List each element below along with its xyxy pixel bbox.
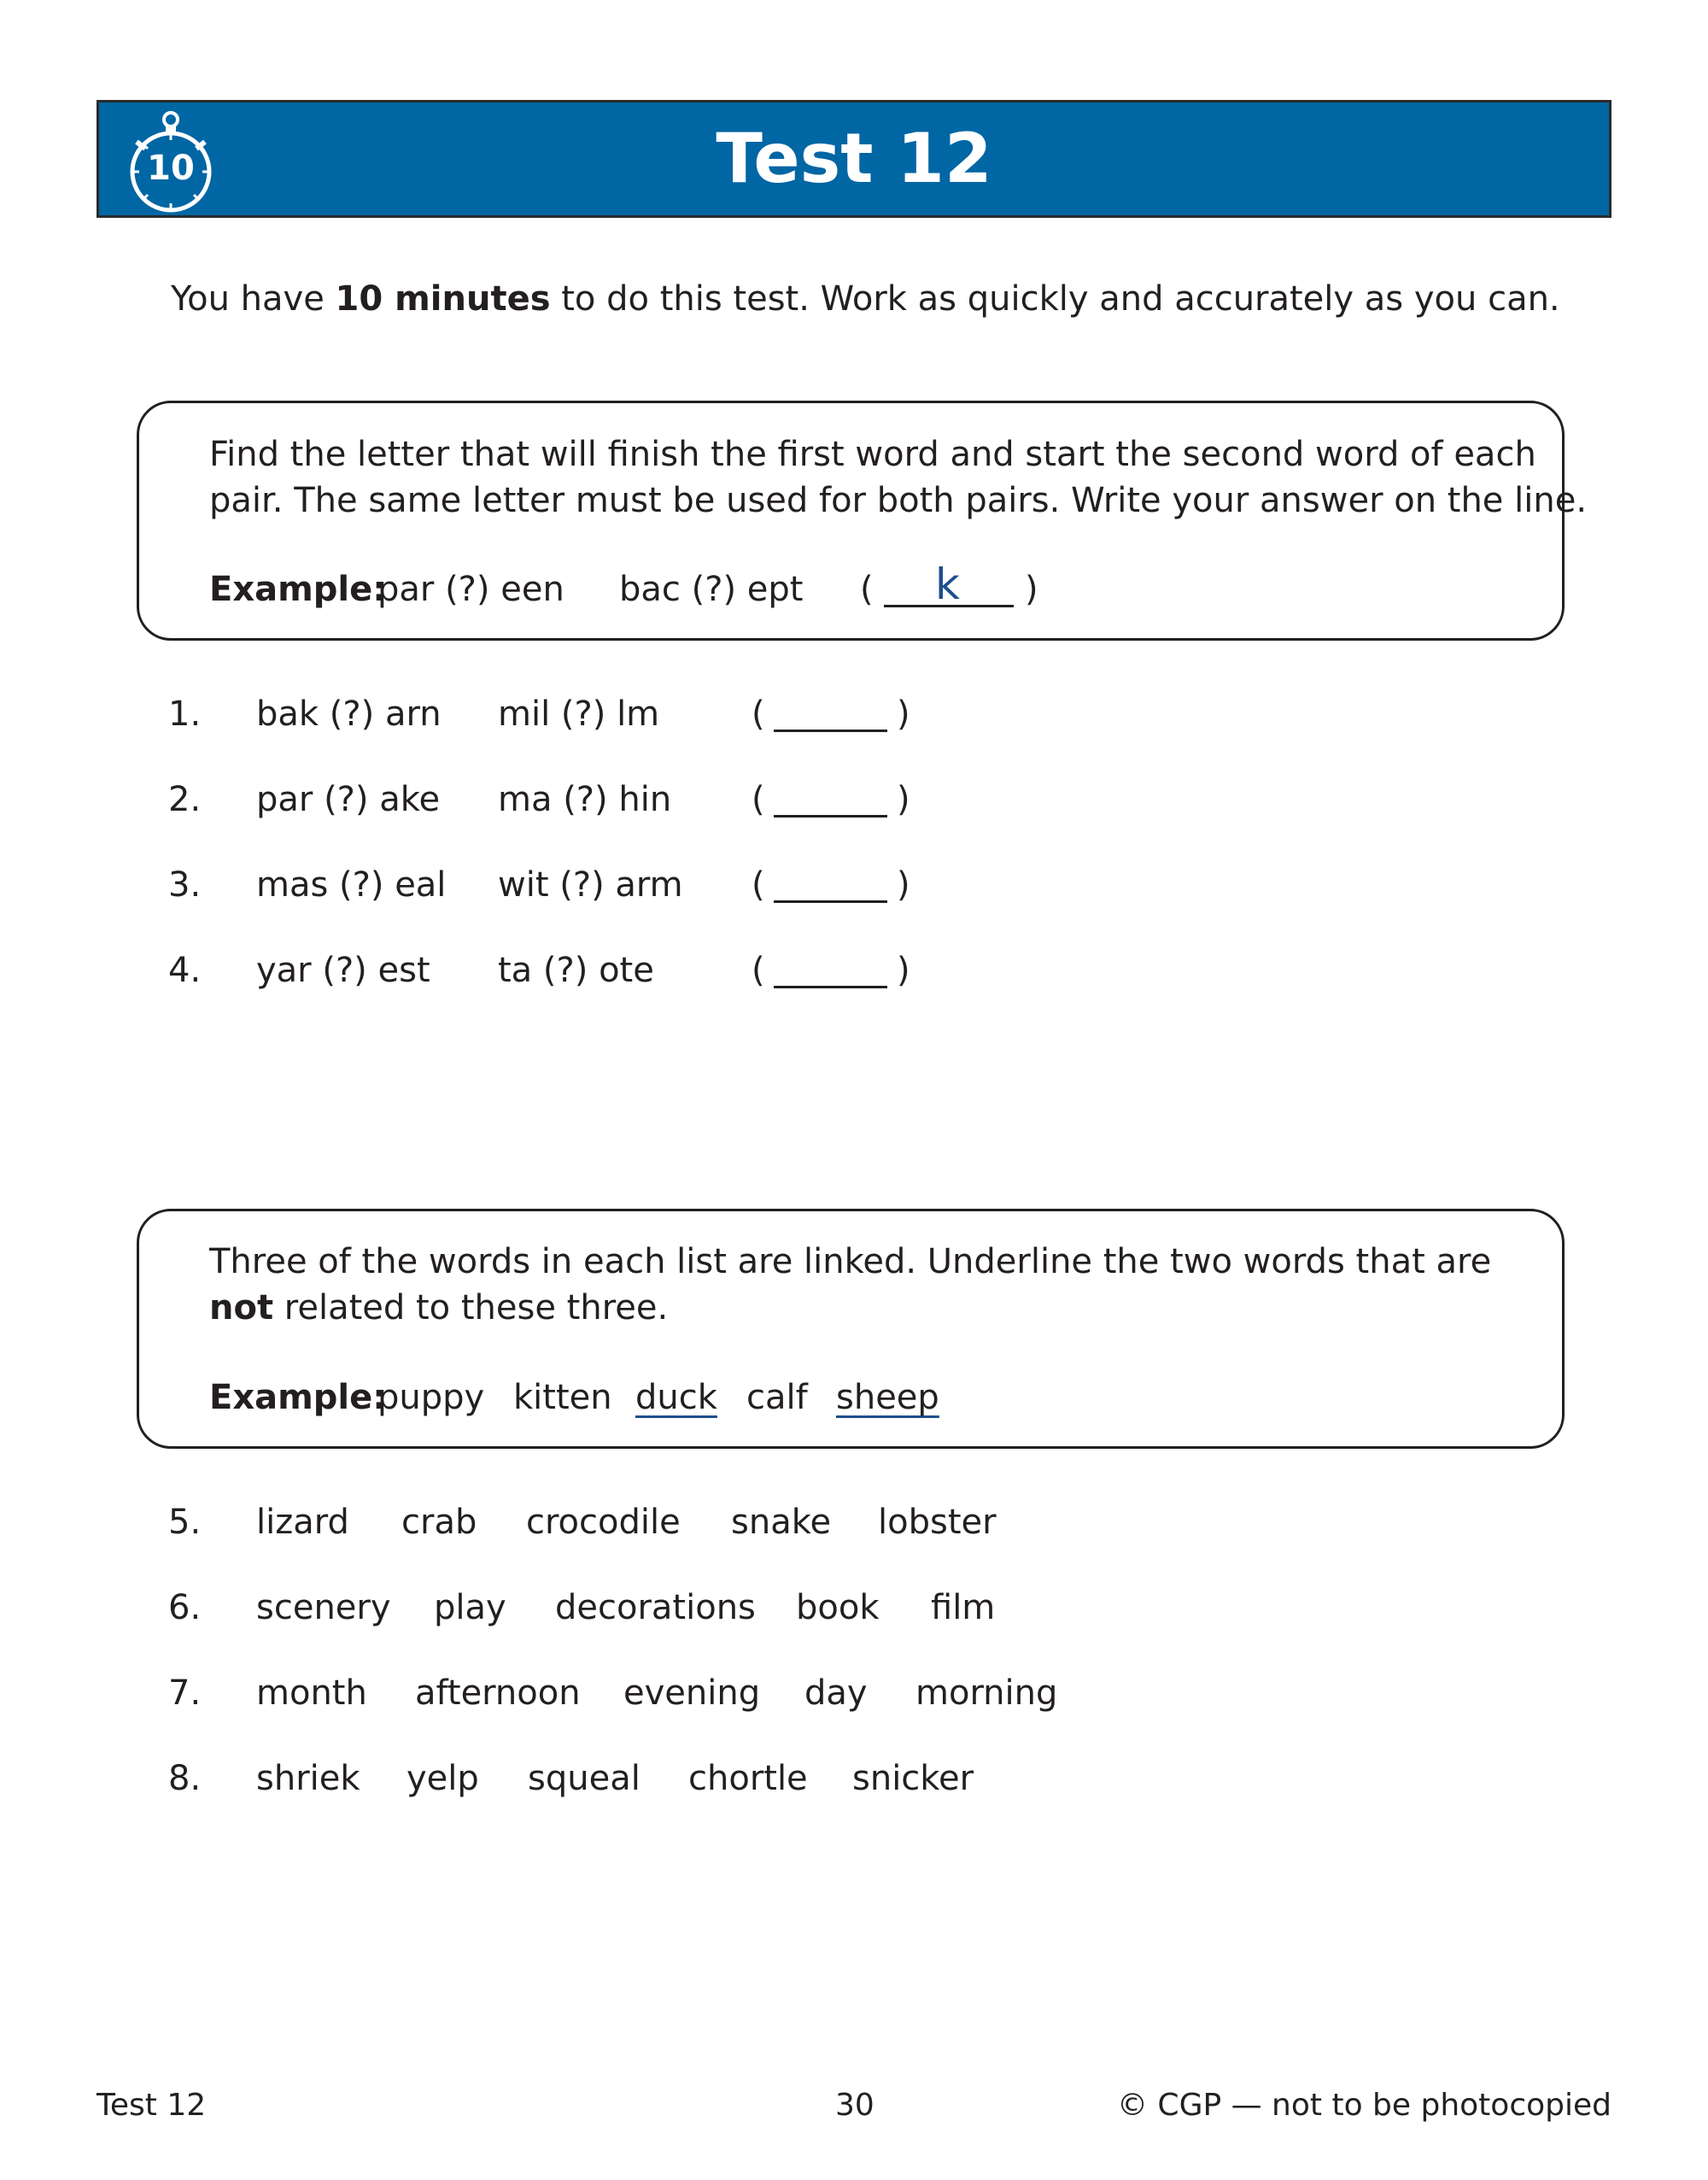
paren-open: ( [752, 780, 765, 819]
word-option[interactable]: day [804, 1673, 868, 1713]
word-option[interactable]: morning [915, 1673, 1058, 1713]
word-option[interactable]: yelp [407, 1759, 479, 1798]
question-number: 8. [168, 1759, 202, 1798]
example-1-paren-open: ( [860, 570, 874, 609]
example-word: calf [746, 1378, 808, 1417]
example-1-answer: k [935, 560, 960, 609]
question-pair1: bak (?) arn [256, 694, 442, 734]
word-option[interactable]: lobster [878, 1503, 997, 1542]
copyright-notice: © CGP — not to be photocopied [1116, 2088, 1611, 2123]
example-1-label [209, 566, 386, 613]
word-option[interactable]: snicker [852, 1759, 974, 1798]
question-pair2: wit (?) arm [498, 865, 683, 905]
example-label: Example: [209, 570, 387, 609]
page-number: 30 [835, 2088, 874, 2123]
page-title: Test 12 [716, 119, 992, 198]
intro-after: to do this test. Work as quickly and accurately as you can. [550, 279, 1560, 319]
question-number: 1. [168, 694, 202, 734]
example-2-label [209, 1374, 386, 1421]
paren-close: ) [897, 780, 910, 819]
paren-close: ) [897, 951, 910, 990]
word-option[interactable]: scenery [256, 1588, 391, 1627]
question-pair2: mil (?) lm [498, 694, 660, 734]
question-number: 6. [168, 1588, 202, 1627]
word-option[interactable]: decorations [555, 1588, 756, 1627]
question-pair1: yar (?) est [256, 951, 430, 990]
instruction-2-line2 [209, 1285, 668, 1331]
example-label: Example: [209, 1378, 387, 1417]
question-pair1: par (?) ake [256, 780, 441, 819]
answer-line-4[interactable] [774, 986, 887, 988]
paren-open: ( [752, 694, 765, 734]
word-option[interactable]: film [931, 1588, 996, 1627]
answer-line-2[interactable] [774, 815, 887, 818]
example-1-paren-close: ) [1025, 570, 1038, 609]
paren-open: ( [752, 865, 765, 905]
example-word: puppy [377, 1378, 485, 1417]
word-option[interactable]: snake [731, 1503, 832, 1542]
question-pair2: ta (?) ote [498, 951, 654, 990]
word-option[interactable]: crab [401, 1503, 477, 1542]
intro-bold: 10 minutes [335, 279, 551, 319]
question-number: 2. [168, 780, 202, 819]
intro-before: You have [171, 279, 336, 319]
word-option[interactable]: squeal [528, 1759, 640, 1798]
intro-text [171, 275, 1560, 323]
word-option[interactable]: book [796, 1588, 880, 1627]
example-1-pair2: bac (?) ept [619, 570, 804, 609]
instruction-1-line2: pair. The same letter must be used for both pairs. Write your answer on the line. [209, 481, 1588, 520]
word-option[interactable]: month [256, 1673, 367, 1713]
instruction-1-line1: Find the letter that will finish the first word and start the second word of each [209, 435, 1536, 474]
question-pair2: ma (?) hin [498, 780, 672, 819]
timer-label: 10 [147, 149, 195, 188]
example-word-underlined: duck [635, 1378, 717, 1417]
word-option[interactable]: afternoon [415, 1673, 581, 1713]
question-number: 4. [168, 951, 202, 990]
word-option[interactable]: evening [623, 1673, 761, 1713]
question-pair1: mas (?) eal [256, 865, 447, 905]
question-number: 7. [168, 1673, 202, 1713]
paren-open: ( [752, 951, 765, 990]
question-number: 3. [168, 865, 202, 905]
instruction-2-bold: not [209, 1288, 274, 1327]
word-option[interactable]: play [434, 1588, 506, 1627]
answer-line-3[interactable] [774, 900, 887, 903]
paren-close: ) [897, 694, 910, 734]
question-number: 5. [168, 1503, 202, 1542]
instruction-2-line1: Three of the words in each list are linked. Underline the two words that are [209, 1242, 1492, 1281]
paren-close: ) [897, 865, 910, 905]
word-option[interactable]: shriek [256, 1759, 360, 1798]
word-option[interactable]: chortle [688, 1759, 808, 1798]
word-option[interactable]: lizard [256, 1503, 349, 1542]
example-word-underlined: sheep [836, 1378, 939, 1417]
word-option[interactable]: crocodile [526, 1503, 681, 1542]
footer-left: Test 12 [97, 2088, 207, 2123]
answer-line-1[interactable] [774, 730, 887, 732]
example-1-pair1: par (?) een [377, 570, 564, 609]
example-word: kitten [513, 1378, 612, 1417]
instruction-2-rest: related to these three. [273, 1288, 669, 1327]
